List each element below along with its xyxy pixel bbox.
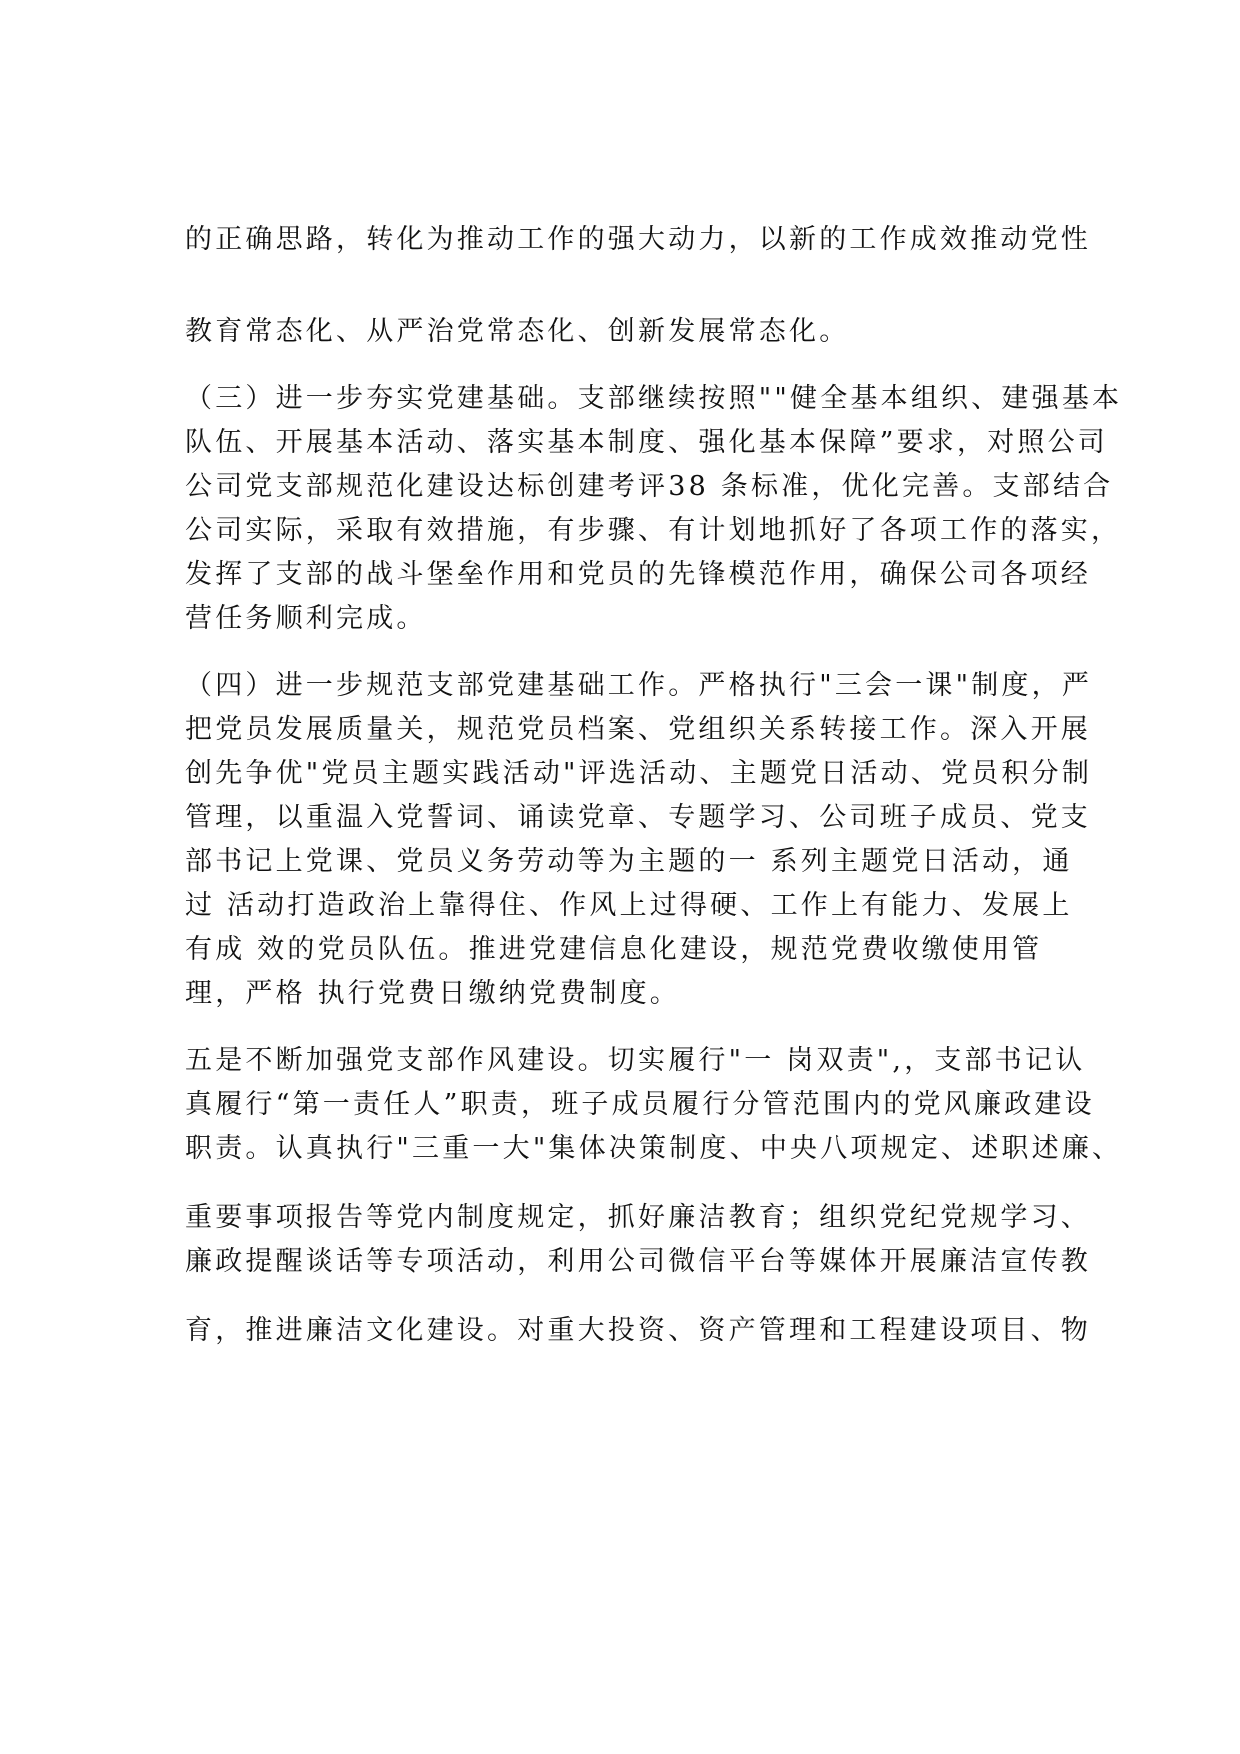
text-line: 育，推进廉洁文化建设。对重大投资、资产管理和工程建设项目、物 [185, 1315, 1091, 1346]
text-line: 创先争优"党员主题实践活动"评选活动、主题党日活动、党员积分制 [185, 758, 1093, 789]
text-line: （三）进一步夯实党建基础。支部继续按照""健全基本组织、建强基本 [185, 383, 1123, 414]
text-line: 重要事项报告等党内制度规定，抓好廉洁教育；组织党纪党规学习、 [185, 1202, 1091, 1233]
text-line: （四）进一步规范支部党建基础工作。严格执行"三会一课"制度，严 [185, 670, 1093, 701]
text-line: 的正确思路，转化为推动工作的强大动力，以新的工作成效推动党性 [185, 224, 1091, 255]
text-line: 公司实际，采取有效措施，有步骤、有计划地抓好了各项工作的落实， [185, 515, 1122, 546]
text-line: 真履行“第一责任人”职责，班子成员履行分管范围内的党风廉政建设 [185, 1089, 1095, 1120]
text-line: 教育常态化、从严治党常态化、创新发展常态化。 [185, 316, 850, 347]
text-line: 营任务顺利完成。 [185, 603, 427, 634]
text-line: 过 活动打造政治上靠得住、作风上过得硬、工作上有能力、发展上 [185, 890, 1073, 921]
text-line: 廉政提醒谈话等专项活动，利用公司微信平台等媒体开展廉洁宣传教 [185, 1246, 1091, 1277]
text-line: 队伍、开展基本活动、落实基本制度、强化基本保障”要求，对照公司 [185, 427, 1109, 458]
text-line: 管理，以重温入党誓词、诵读党章、专题学习、公司班子成员、党支 [185, 802, 1091, 833]
text-line: 五是不断加强党支部作风建设。切实履行"一 岗双责",，支部书记认 [185, 1045, 1086, 1076]
text-line: 发挥了支部的战斗堡垒作用和党员的先锋模范作用，确保公司各项经 [185, 559, 1091, 590]
text-line: 理，严格 执行党费日缴纳党费制度。 [185, 978, 680, 1009]
text-line: 把党员发展质量关，规范党员档案、党组织关系转接工作。深入开展 [185, 714, 1091, 745]
text-line: 公司党支部规范化建设达标创建考评38 条标准，优化完善。支部结合 [185, 471, 1114, 502]
text-line: 部书记上党课、党员义务劳动等为主题的一 系列主题党日活动，通 [185, 846, 1073, 877]
text-line: 有成 效的党员队伍。推进党建信息化建设，规范党费收缴使用管 [185, 934, 1043, 965]
text-line: 职责。认真执行"三重一大"集体决策制度、中央八项规定、述职述廉、 [185, 1133, 1123, 1164]
